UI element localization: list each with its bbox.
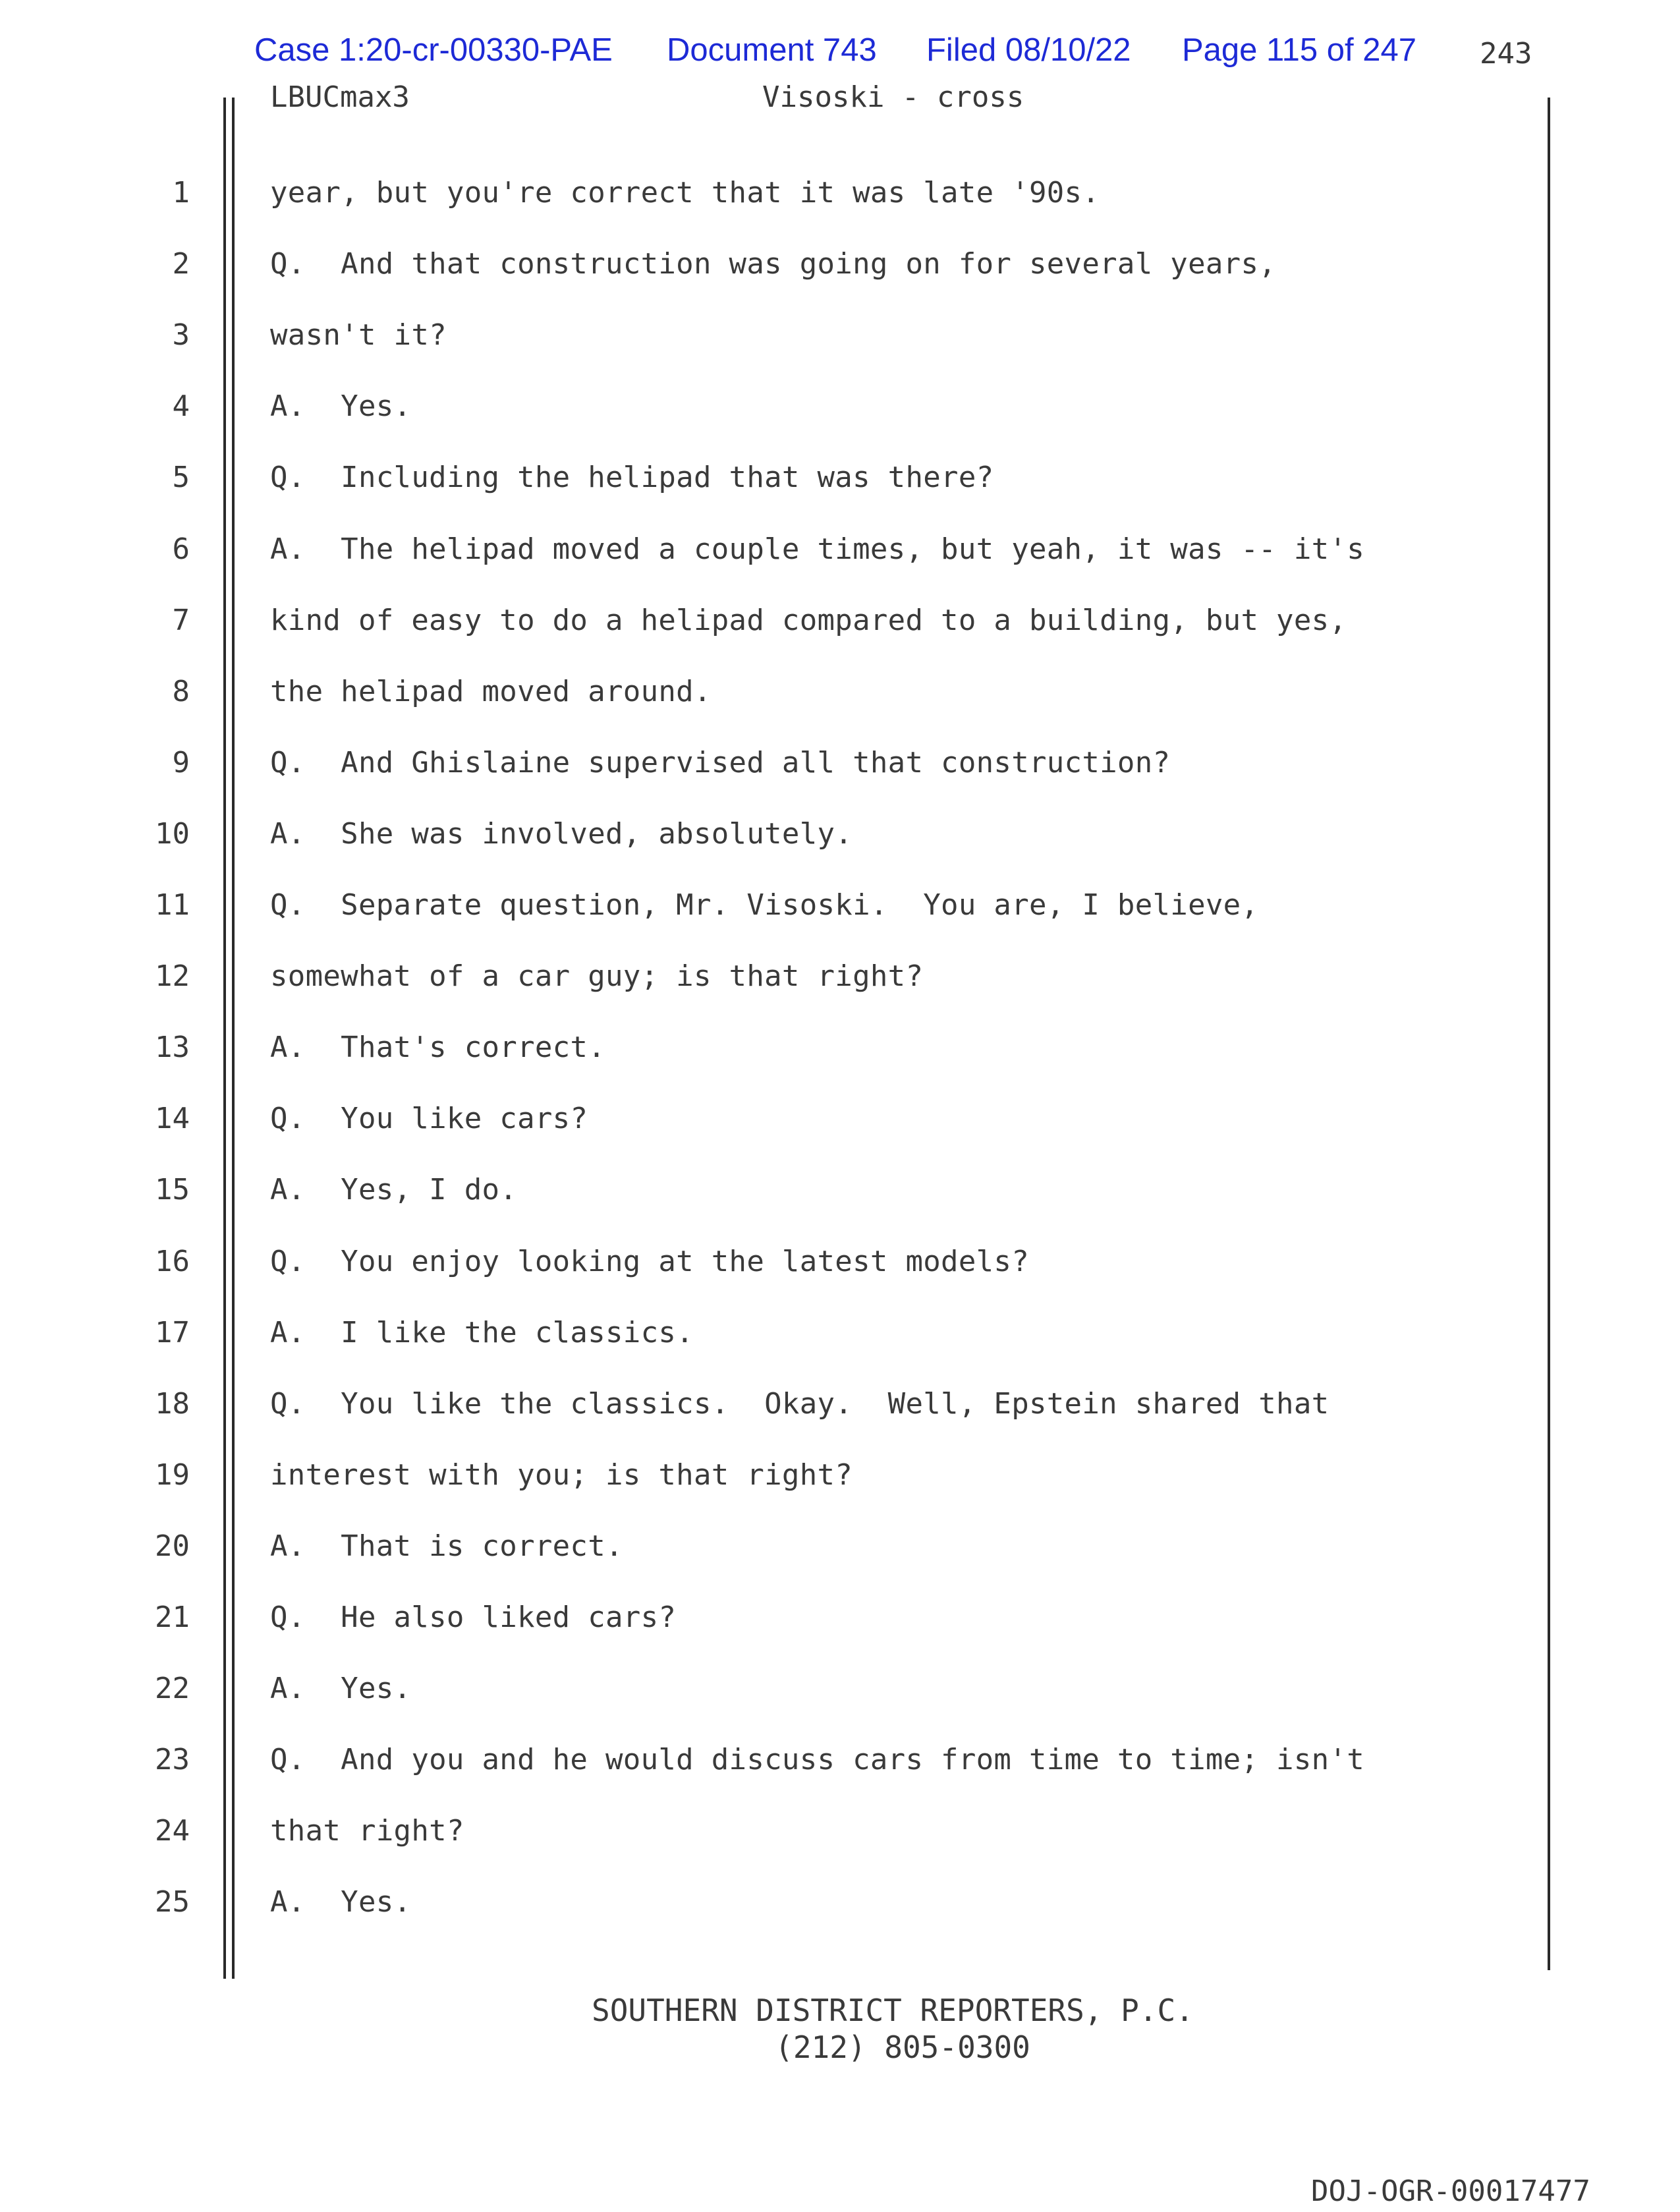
- line-number: 2: [172, 247, 190, 281]
- transcript-line: [0, 1028, 1680, 1067]
- transcript-line: [0, 1313, 1680, 1353]
- line-number: 1: [172, 176, 190, 210]
- line-text: A. That's correct.: [270, 1031, 606, 1065]
- transcript-line: [0, 244, 1680, 284]
- transcript-page-number: 243: [1480, 37, 1532, 71]
- transcript-code: LBUCmax3: [270, 80, 410, 114]
- line-text: interest with you; is that right?: [270, 1458, 853, 1492]
- line-number: 15: [155, 1173, 190, 1207]
- line-number: 13: [155, 1031, 190, 1065]
- line-number: 11: [155, 888, 190, 922]
- line-number: 10: [155, 816, 190, 851]
- line-number: 7: [172, 603, 190, 637]
- line-number: 4: [172, 389, 190, 424]
- line-number: 16: [155, 1244, 190, 1278]
- line-number: 23: [155, 1743, 190, 1777]
- footer-phone: (212) 805-0300: [775, 2029, 1030, 2065]
- line-number: 24: [155, 1814, 190, 1848]
- line-text: Q. And that construction was going on for several years,: [270, 247, 1277, 281]
- transcript-line: [0, 1242, 1680, 1282]
- line-number: 3: [172, 318, 190, 353]
- line-number: 12: [155, 959, 190, 994]
- transcript-line: [0, 173, 1680, 213]
- transcript-line: [0, 1170, 1680, 1210]
- transcript-line: [0, 886, 1680, 925]
- line-number: 14: [155, 1102, 190, 1136]
- line-text: Q. And Ghislaine supervised all that construction?: [270, 745, 1171, 780]
- line-number: 20: [155, 1529, 190, 1563]
- transcript-line: [0, 387, 1680, 426]
- line-number: 17: [155, 1315, 190, 1349]
- line-number: 8: [172, 674, 190, 708]
- transcript-line: [0, 1811, 1680, 1851]
- transcript-line: [0, 743, 1680, 783]
- line-text: Q. And you and he would discuss cars from time to time; isn't: [270, 1743, 1364, 1777]
- transcript-line: [0, 1099, 1680, 1139]
- transcript-line: [0, 601, 1680, 640]
- line-text: Q. You enjoy looking at the latest models?: [270, 1244, 1029, 1278]
- line-text: wasn't it?: [270, 318, 447, 353]
- ecf-filed-date: Filed 08/10/22: [926, 32, 1131, 68]
- line-text: Q. He also liked cars?: [270, 1601, 677, 1634]
- line-text: the helipad moved around.: [270, 674, 712, 708]
- transcript-line: [0, 530, 1680, 569]
- line-text: year, but you're correct that it was late '90s.: [270, 176, 1100, 210]
- line-number: 18: [155, 1386, 190, 1421]
- footer-reporter: SOUTHERN DISTRICT REPORTERS, P.C.: [592, 1993, 1194, 2028]
- line-text: A. Yes.: [270, 389, 412, 424]
- bates-number: DOJ-OGR-00017477: [1311, 2174, 1590, 2208]
- line-number: 25: [155, 1885, 190, 1919]
- transcript-line: [0, 1598, 1680, 1637]
- line-number: 19: [155, 1458, 190, 1492]
- transcript-line: [0, 672, 1680, 712]
- transcript-section-title: Visoski - cross: [762, 80, 1024, 114]
- line-text: that right?: [270, 1814, 464, 1848]
- transcript-line: [0, 1740, 1680, 1780]
- line-text: Q. Separate question, Mr. Visoski. You are, I believe,: [270, 888, 1259, 922]
- line-text: Q. Including the helipad that was there?: [270, 461, 994, 495]
- ecf-case-number: Case 1:20-cr-00330-PAE: [254, 32, 613, 68]
- line-text: A. Yes, I do.: [270, 1173, 518, 1207]
- transcript-line: [0, 1883, 1680, 1922]
- transcript-line: [0, 814, 1680, 854]
- ecf-document-number: Document 743: [667, 32, 877, 68]
- line-number: 5: [172, 461, 190, 495]
- line-number: 6: [172, 532, 190, 566]
- line-number: 9: [172, 745, 190, 780]
- line-text: A. That is correct.: [270, 1529, 623, 1563]
- transcript-line: [0, 1669, 1680, 1709]
- line-text: A. Yes.: [270, 1885, 412, 1919]
- line-number: 21: [155, 1601, 190, 1634]
- transcript-line: [0, 1384, 1680, 1424]
- transcript-line: [0, 458, 1680, 497]
- line-text: kind of easy to do a helipad compared to a building, but yes,: [270, 603, 1347, 637]
- line-text: A. The helipad moved a couple times, but yeah, it was -- it's: [270, 532, 1364, 566]
- transcript-line: [0, 957, 1680, 996]
- line-text: Q. You like cars?: [270, 1102, 588, 1136]
- line-number: 22: [155, 1672, 190, 1706]
- transcript-line: [0, 1456, 1680, 1495]
- line-text: somewhat of a car guy; is that right?: [270, 959, 924, 994]
- line-text: A. Yes.: [270, 1672, 412, 1706]
- line-text: A. She was involved, absolutely.: [270, 816, 853, 851]
- ecf-page-count: Page 115 of 247: [1182, 32, 1417, 68]
- line-text: A. I like the classics.: [270, 1315, 694, 1349]
- transcript-line: [0, 1527, 1680, 1566]
- line-text: Q. You like the classics. Okay. Well, Epstein shared that: [270, 1386, 1330, 1421]
- transcript-line: [0, 316, 1680, 355]
